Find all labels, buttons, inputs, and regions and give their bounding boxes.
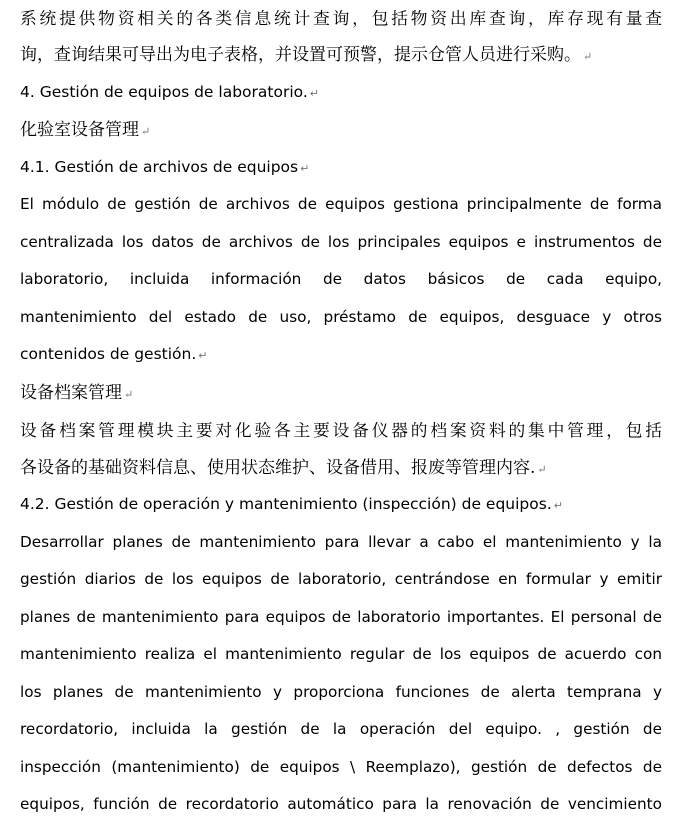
es-paragraph-line — [20, 341, 662, 367]
zh-paragraph-line — [20, 416, 662, 444]
es-paragraph-line — [20, 304, 662, 330]
line-text: centralizada los datos de archivos de los principales equipos e instrumentos de — [20, 233, 662, 251]
line-text: 4.1. Gestión de archivos de equipos — [20, 158, 299, 176]
line-text: 设备档案管理 — [20, 383, 122, 403]
paragraph-mark-icon: ↵ — [300, 162, 310, 175]
es-paragraph-line — [20, 791, 662, 817]
line-text: laboratorio, incluida información de datos básicos de cada equipo, — [20, 270, 662, 288]
es-paragraph-line — [20, 566, 662, 592]
paragraph-mark-icon: ↵ — [537, 463, 547, 476]
section-heading-zh — [20, 116, 662, 144]
line-text: 设备档案管理模块主要对化验各主要设备仪器的档案资料的集中管理，包括 — [20, 420, 662, 440]
subsection-heading — [20, 154, 662, 180]
paragraph-mark-icon: ↵ — [141, 125, 151, 138]
line-text: contenidos de gestión. — [20, 345, 197, 363]
paragraph-mark-icon: ↵ — [553, 499, 563, 512]
line-text: inspección (mantenimiento) de equipos \ Reemplazo), gestión de defectos de — [20, 758, 662, 776]
line-text: equipos, función de recordatorio automático para la renovación de vencimiento — [20, 795, 662, 813]
line-text: mantenimiento del estado de uso, préstamo de equipos, desguace y otros — [20, 308, 662, 326]
line-text: 4.2. Gestión de operación y mantenimiento (inspección) de equipos. — [20, 495, 552, 513]
es-paragraph-line — [20, 754, 662, 780]
line-text: Desarrollar planes de mantenimiento para llevar a cabo el mantenimiento y la — [20, 533, 662, 551]
zh-paragraph-line — [20, 41, 662, 69]
paragraph-mark-icon: ↵ — [124, 388, 134, 401]
es-paragraph-line — [20, 679, 662, 705]
subsection-heading-zh — [20, 379, 662, 407]
es-paragraph-line — [20, 229, 662, 255]
es-paragraph-line — [20, 716, 662, 742]
zh-paragraph-line — [20, 4, 662, 32]
line-text: 系统提供物资相关的各类信息统计查询，包括物资出库查询，库存现有量查 — [20, 8, 662, 28]
paragraph-mark-icon: ↵ — [583, 50, 593, 63]
line-text: los planes de mantenimiento y proporciona funciones de alerta temprana y — [20, 683, 662, 701]
es-paragraph-line — [20, 191, 662, 217]
paragraph-mark-icon: ↵ — [309, 87, 319, 100]
es-paragraph-line — [20, 529, 662, 555]
es-paragraph-line — [20, 604, 662, 630]
es-paragraph-line — [20, 641, 662, 667]
paragraph-mark-icon: ↵ — [198, 349, 208, 362]
line-text: planes de mantenimiento para equipos de laboratorio importantes. El personal de — [20, 608, 662, 626]
subsection-heading — [20, 491, 662, 517]
line-text: 化验室设备管理 — [20, 120, 139, 140]
line-text: 4. Gestión de equipos de laboratorio. — [20, 83, 308, 101]
line-text: 询，查询结果可导出为电子表格，并设置可预警，提示仓管人员进行采购。 — [20, 45, 581, 65]
line-text: 各设备的基础资料信息、使用状态维护、设备借用、报废等管理内容. — [20, 458, 536, 478]
es-paragraph-line — [20, 266, 662, 292]
line-text: recordatorio, incluida la gestión de la operación del equipo. , gestión de — [20, 720, 662, 738]
line-text: gestión diarios de los equipos de laboratorio, centrándose en formular y emitir — [20, 570, 662, 588]
section-heading — [20, 79, 662, 105]
line-text: mantenimiento realiza el mantenimiento regular de los equipos de acuerdo con — [20, 645, 662, 663]
zh-paragraph-line — [20, 454, 662, 482]
line-text: El módulo de gestión de archivos de equipos gestiona principalmente de forma — [20, 195, 662, 213]
